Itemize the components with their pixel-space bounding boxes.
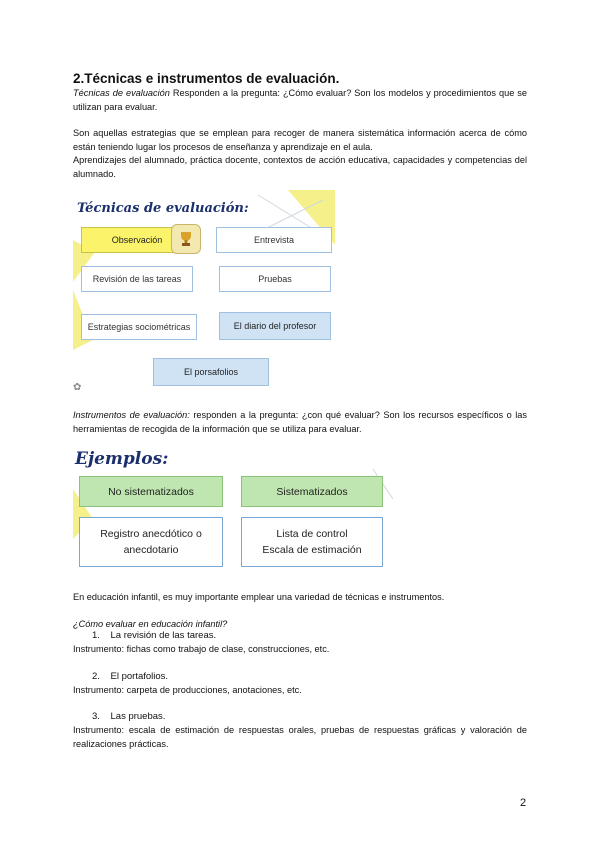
list-item-1-label: La revisión de las tareas. — [110, 630, 217, 641]
leaf-icon: ✿ — [73, 382, 82, 393]
registro-line1: Registro anecdótico o — [100, 528, 202, 540]
registro-line2: anecdotario — [123, 544, 179, 556]
list-item-1-number: 1. — [92, 630, 100, 641]
list-item-3-instrumento: Instrumento: escala de estimación de respuestas orales, pruebas de respuestas gráficas y valoración de realizaciones prácticas. — [73, 725, 527, 749]
infantil-paragraph: En educación infantil, es muy importante emplear una variedad de técnicas e instrumentos. — [73, 592, 445, 602]
box-observacion: Observación — [81, 227, 193, 253]
instrumentos-paragraph — [73, 409, 527, 436]
box-registro-anecdotico — [79, 517, 223, 567]
box-sistematizados: Sistematizados — [241, 476, 383, 507]
section-heading: 2.Técnicas e instrumentos de evaluación. — [73, 71, 340, 86]
box-portafolios: El porsafolios — [153, 358, 269, 386]
box-lista-control — [241, 517, 383, 567]
list-item-2-number: 2. — [92, 671, 100, 682]
box-sociometricas: Estrategias sociométricas — [81, 314, 197, 340]
lista-line1: Lista de control — [276, 528, 348, 540]
ejemplos-diagram — [73, 449, 393, 575]
list-item-3 — [92, 711, 165, 722]
tecnicas-diagram — [73, 190, 335, 400]
box-revision: Revisión de las tareas — [81, 266, 193, 292]
list-item-3-number: 3. — [92, 711, 100, 722]
list-item-2 — [92, 671, 168, 682]
tecnicas-text: Responden a la pregunta: ¿Cómo evaluar? Son los modelos y procedimientos que se utilizan para evaluar. — [73, 88, 527, 112]
aprendizajes-paragraph: Aprendizajes del alumnado, práctica docente, contextos de acción educativa, capacidades y competencias del alumnado. — [73, 155, 527, 179]
box-no-sistematizados: No sistematizados — [79, 476, 223, 507]
box-diario: El diario del profesor — [219, 312, 331, 340]
tecnicas-diagram-title: Técnicas de evaluación: — [77, 201, 249, 216]
como-evaluar-heading: ¿Cómo evaluar en educación infantil? — [73, 619, 228, 629]
tecnicas-paragraph — [73, 87, 527, 114]
list-item-1 — [92, 630, 216, 641]
lista-line2: Escala de estimación — [262, 544, 362, 556]
list-item-1-instrumento: Instrumento: fichas como trabajo de clase, construcciones, etc. — [73, 644, 330, 654]
list-item-2-instrumento: Instrumento: carpeta de producciones, anotaciones, etc. — [73, 685, 302, 695]
list-item-2-label: El portafolios. — [110, 671, 169, 682]
trophy-icon — [171, 224, 201, 254]
estrategias-paragraph: Son aquellas estrategias que se emplean para recoger de manera sistemática información acerca de cómo están teniendo lugar los procesos de enseñanza y aprendizaje en el aula. — [73, 128, 527, 152]
ejemplos-title: Ejemplos: — [75, 449, 169, 469]
page-number: 2 — [520, 797, 527, 809]
box-entrevista: Entrevista — [216, 227, 332, 253]
instrumentos-text: responden a la pregunta: ¿con qué evaluar? Son los recursos específicos o las herramientas de recogida de la información que se utiliza para evaluar. — [73, 410, 527, 434]
list-item-3-label: Las pruebas. — [110, 711, 166, 722]
tecnicas-label: Técnicas de evaluación — [73, 88, 170, 98]
box-pruebas: Pruebas — [219, 266, 331, 292]
instrumentos-label: Instrumentos de evaluación: — [73, 410, 190, 420]
